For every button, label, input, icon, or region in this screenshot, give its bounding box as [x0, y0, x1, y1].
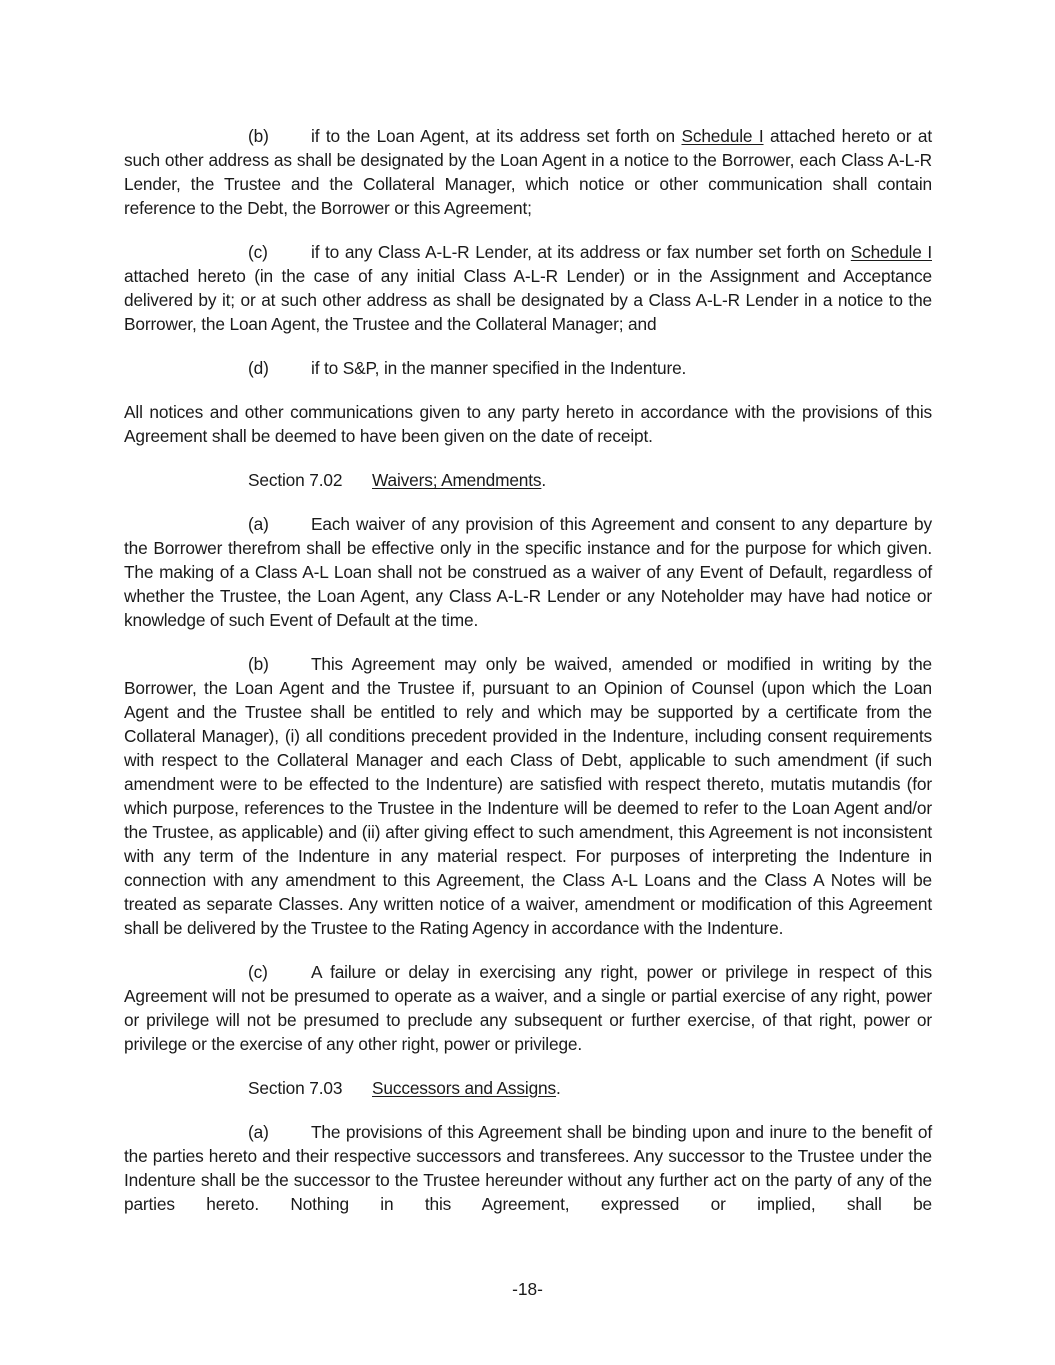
clause-text: The provisions of this Agreement shall be binding upon and inure to the benefit of the parties hereto and their respective successors and transferees. Any successor to the Trustee under the Indenture shall be the successor to the Trustee hereunder without any further act on the party of any of the parties hereto. Nothing in this Agreement, expressed or implied, shall be [124, 1122, 932, 1214]
section-number: Section 7.02 [248, 470, 343, 490]
paragraph-successors-a [124, 1120, 932, 1216]
clause-label: (b) [248, 126, 269, 146]
paragraph-waiver-c [124, 960, 932, 1056]
section-heading-7-02 [124, 468, 932, 492]
clause-text: if to any Class A-L-R Lender, at its address or fax number set forth on [311, 242, 851, 262]
clause-label: (a) [248, 1122, 269, 1142]
paragraph-notice-c [124, 240, 932, 336]
section-title-punct: . [541, 470, 547, 490]
clause-label: (b) [248, 654, 269, 674]
paragraph-waiver-b [124, 652, 932, 940]
clause-label: (c) [248, 962, 268, 982]
clause-text: attached hereto or at such other address as shall be designated by the Loan Agent in a notice to the Borrower, each Class A-L-R Lender, the Trustee and the Collateral Manager, which notice or other communication shall contain reference to the Debt, the Borrower or this Agreement; [124, 126, 933, 218]
clause-text: if to S&P, in the manner specified in the Indenture. [311, 358, 687, 378]
section-number: Section 7.03 [248, 1078, 343, 1098]
paragraph-waiver-a [124, 512, 932, 632]
paragraph-notice-d [124, 356, 932, 380]
section-title-punct: . [556, 1078, 561, 1098]
clause-label: (c) [248, 242, 268, 262]
paragraph-all-notices: All notices and other communications given to any party hereto in accordance with the provisions of this Agreement shall be deemed to have been given on the date of receipt. [124, 402, 932, 446]
clause-text: if to the Loan Agent, at its address set forth on [311, 126, 682, 146]
clause-text: A failure or delay in exercising any right, power or privilege in respect of this Agreement will not be presumed to operate as a waiver, and a single or partial exercise of any right, power or privilege will not be presumed to preclude any subsequent or further exercise, of that right, power or privilege or the exercise of any other right, power or privilege. [124, 962, 932, 1054]
section-title: Waivers; Amendments [372, 470, 542, 490]
paragraph-notice-b [124, 124, 932, 220]
schedule-reference: Schedule I [850, 242, 932, 262]
clause-text: This Agreement may only be waived, amended or modified in writing by the Borrower, the Loan Agent and the Trustee if, pursuant to an Opinion of Counsel (upon which the Loan Agent and the Trustee shall be entitled to rely and which may be supported by a certificate from the Collateral Manager), (i) all conditions precedent provided in the Indenture, including consent requirements with respect to the Collateral Manager and each Class of Debt, applicable to such amendment (if such amendment were to be effected to the Indenture) are satisfied with respect thereto, mutatis mutandis (for which purpose, references to the Trustee in the Indenture will be deemed to refer to the Loan Agent and/or the Trustee, as applicable) and (ii) after giving effect to such amendment, this Agreement is not inconsistent with any term of the Indenture in any material respect. For purposes of interpreting the Indenture in connection with any amendment to this Agreement, the Class A-L Loans and the Class A Notes will be treated as separate Classes. Any written notice of a waiver, amendment or modification of this Agreement shall be delivered by the Trustee to the Rating Agency in accordance with the Indenture. [124, 654, 932, 938]
clause-text: attached hereto (in the case of any initial Class A-L-R Lender) or in the Assignment and Acceptance delivered by it; or at such other address as shall be designated by a Class A-L-R Lender in a notice to the Borrower, the Loan Agent, the Trustee and the Collateral Manager; and [124, 266, 932, 334]
page-number: -18- [512, 1279, 543, 1299]
section-heading-7-03 [124, 1076, 932, 1100]
clause-label: (a) [248, 514, 269, 534]
document-page [124, 124, 932, 1236]
clause-label: (d) [248, 358, 269, 378]
schedule-reference: Schedule I [681, 126, 764, 146]
section-title: Successors and Assigns [372, 1078, 557, 1098]
clause-text: Each waiver of any provision of this Agreement and consent to any departure by the Borrower therefrom shall be effective only in the specific instance and for the purpose for which given. The making of a Class A-L Loan shall not be construed as a waiver of any Event of Default, regardless of whether the Trustee, the Loan Agent, any Class A-L-R Lender or any Noteholder may have had notice or knowledge of such Event of Default at the time. [124, 514, 932, 630]
